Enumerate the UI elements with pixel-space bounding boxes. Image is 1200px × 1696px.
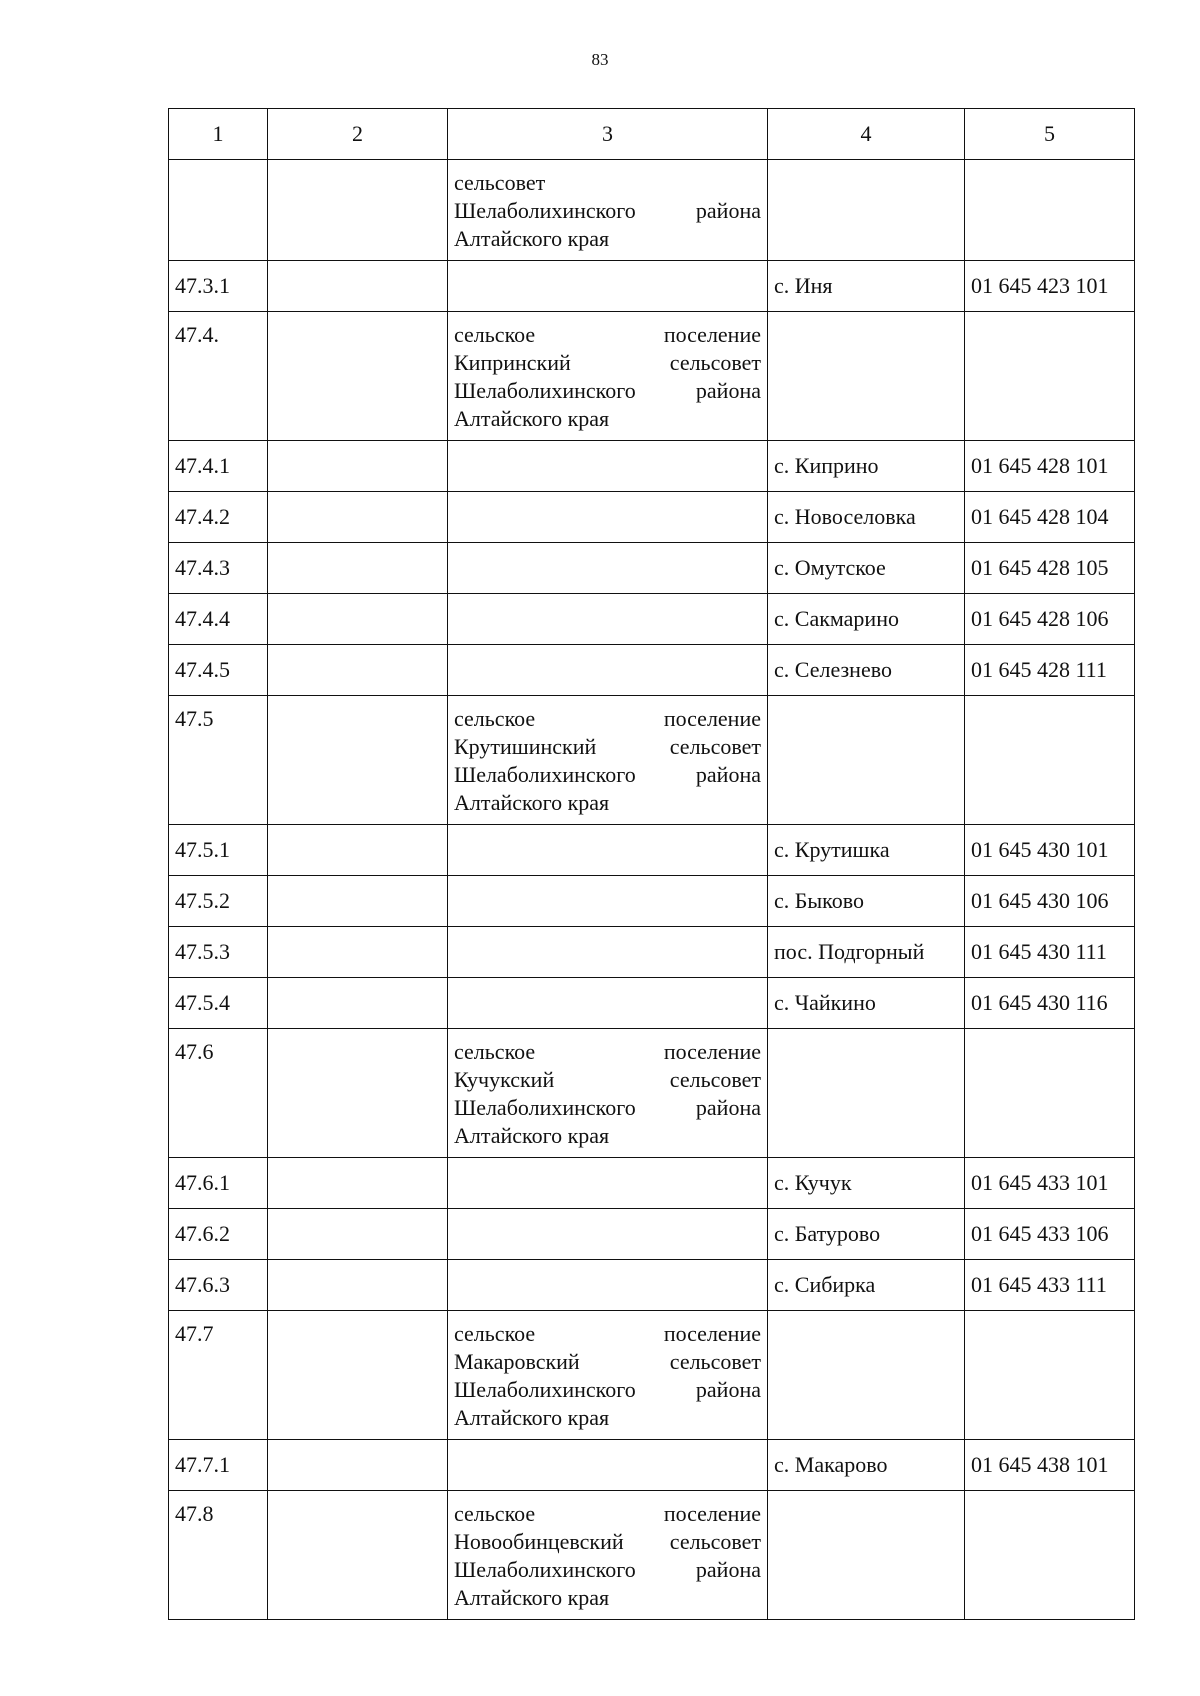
okato-code-cell bbox=[965, 312, 1135, 441]
code-cell bbox=[169, 160, 268, 261]
municipality-name-cell bbox=[448, 645, 768, 696]
okato-code-cell: 01 645 428 104 bbox=[965, 492, 1135, 543]
settlement-name-cell: с. Макарово bbox=[768, 1440, 965, 1491]
column-2-cell bbox=[268, 645, 448, 696]
table-row bbox=[169, 978, 1135, 1029]
table-row bbox=[169, 645, 1135, 696]
column-2-cell bbox=[268, 1311, 448, 1440]
municipality-name-line: сельсовет bbox=[454, 170, 546, 195]
column-2-cell bbox=[268, 978, 448, 1029]
table-row bbox=[169, 1158, 1135, 1209]
code-cell: 47.4. bbox=[169, 312, 268, 441]
column-header-5: 5 bbox=[965, 109, 1135, 160]
municipality-name-line: Крутишинский сельсовет bbox=[454, 734, 761, 759]
okato-code-cell bbox=[965, 1029, 1135, 1158]
municipality-name-cell bbox=[448, 1440, 768, 1491]
settlement-name-cell: с. Быково bbox=[768, 876, 965, 927]
column-2-cell bbox=[268, 696, 448, 825]
municipality-name-line: Алтайского края bbox=[454, 226, 610, 251]
column-header-1: 1 bbox=[169, 109, 268, 160]
municipality-name-line: Шелаболихинского района bbox=[454, 1377, 761, 1402]
table-row bbox=[169, 825, 1135, 876]
municipality-name-line: Алтайского края bbox=[454, 1123, 610, 1148]
column-header-2: 2 bbox=[268, 109, 448, 160]
code-cell: 47.3.1 bbox=[169, 261, 268, 312]
municipality-name-cell bbox=[448, 594, 768, 645]
column-2-cell bbox=[268, 543, 448, 594]
code-cell: 47.7.1 bbox=[169, 1440, 268, 1491]
code-cell: 47.5.4 bbox=[169, 978, 268, 1029]
municipality-name-line: сельское поселение bbox=[454, 1321, 761, 1346]
municipality-name-line: сельское поселение bbox=[454, 322, 761, 347]
municipality-name-line: Шелаболихинского района bbox=[454, 198, 761, 223]
column-2-cell bbox=[268, 492, 448, 543]
code-cell: 47.5.2 bbox=[169, 876, 268, 927]
okato-code-cell: 01 645 428 106 bbox=[965, 594, 1135, 645]
municipality-name-cell bbox=[448, 1209, 768, 1260]
settlement-name-cell: с. Селезнево bbox=[768, 645, 965, 696]
settlement-name-cell: с. Чайкино bbox=[768, 978, 965, 1029]
code-cell: 47.7 bbox=[169, 1311, 268, 1440]
municipality-name-cell bbox=[448, 978, 768, 1029]
settlements-table bbox=[168, 108, 1135, 1620]
okato-code-cell: 01 645 433 111 bbox=[965, 1260, 1135, 1311]
municipality-name-cell bbox=[448, 492, 768, 543]
code-cell: 47.8 bbox=[169, 1491, 268, 1620]
municipality-name-line: Шелаболихинского района bbox=[454, 1095, 761, 1120]
okato-code-cell: 01 645 423 101 bbox=[965, 261, 1135, 312]
code-cell: 47.4.2 bbox=[169, 492, 268, 543]
table-row bbox=[169, 696, 1135, 825]
municipality-name-cell bbox=[448, 876, 768, 927]
table-row bbox=[169, 594, 1135, 645]
municipality-name-line: сельское поселение bbox=[454, 1039, 761, 1064]
table-body bbox=[169, 160, 1135, 1620]
settlement-name-cell: с. Сакмарино bbox=[768, 594, 965, 645]
settlement-name-cell bbox=[768, 696, 965, 825]
okato-code-cell: 01 645 430 111 bbox=[965, 927, 1135, 978]
municipality-name-cell bbox=[448, 312, 768, 441]
settlement-name-cell: с. Кучук bbox=[768, 1158, 965, 1209]
municipality-name-cell bbox=[448, 1029, 768, 1158]
okato-code-cell bbox=[965, 696, 1135, 825]
settlement-name-cell: с. Новоселовка bbox=[768, 492, 965, 543]
table-row bbox=[169, 543, 1135, 594]
okato-code-cell: 01 645 430 116 bbox=[965, 978, 1135, 1029]
okato-code-cell: 01 645 430 101 bbox=[965, 825, 1135, 876]
table-row bbox=[169, 312, 1135, 441]
column-2-cell bbox=[268, 1440, 448, 1491]
page-number: 83 bbox=[591, 50, 609, 69]
column-header-3: 3 bbox=[448, 109, 768, 160]
column-2-cell bbox=[268, 825, 448, 876]
code-cell: 47.5.3 bbox=[169, 927, 268, 978]
column-2-cell bbox=[268, 261, 448, 312]
municipality-name-cell bbox=[448, 927, 768, 978]
municipality-name-line: сельское поселение bbox=[454, 1501, 761, 1526]
code-cell: 47.4.3 bbox=[169, 543, 268, 594]
table-row bbox=[169, 876, 1135, 927]
okato-code-cell: 01 645 433 106 bbox=[965, 1209, 1135, 1260]
column-2-cell bbox=[268, 927, 448, 978]
code-cell: 47.4.1 bbox=[169, 441, 268, 492]
municipality-name-cell bbox=[448, 543, 768, 594]
okato-code-cell: 01 645 428 101 bbox=[965, 441, 1135, 492]
table-row bbox=[169, 441, 1135, 492]
table-header bbox=[169, 109, 1135, 160]
settlement-name-cell: с. Киприно bbox=[768, 441, 965, 492]
municipality-name-line: Шелаболихинского района bbox=[454, 378, 761, 403]
table-row bbox=[169, 1491, 1135, 1620]
code-cell: 47.6.1 bbox=[169, 1158, 268, 1209]
municipality-name-line: Новообинцевский сельсовет bbox=[454, 1529, 761, 1554]
column-2-cell bbox=[268, 1158, 448, 1209]
municipality-name-cell bbox=[448, 1491, 768, 1620]
table-row bbox=[169, 1029, 1135, 1158]
municipality-name-cell bbox=[448, 696, 768, 825]
okato-code-cell bbox=[965, 160, 1135, 261]
municipality-name-line: Макаровский сельсовет bbox=[454, 1349, 761, 1374]
table-row bbox=[169, 492, 1135, 543]
settlement-name-cell: пос. Подгорный bbox=[768, 927, 965, 978]
column-2-cell bbox=[268, 876, 448, 927]
column-2-cell bbox=[268, 594, 448, 645]
code-cell: 47.4.5 bbox=[169, 645, 268, 696]
column-2-cell bbox=[268, 1029, 448, 1158]
municipality-name-line: Кипринский сельсовет bbox=[454, 350, 761, 375]
settlement-name-cell bbox=[768, 1029, 965, 1158]
column-2-cell bbox=[268, 441, 448, 492]
settlement-name-cell bbox=[768, 160, 965, 261]
okato-code-cell: 01 645 428 105 bbox=[965, 543, 1135, 594]
settlement-name-cell: с. Омутское bbox=[768, 543, 965, 594]
municipality-name-line: Алтайского края bbox=[454, 406, 610, 431]
municipality-name-cell bbox=[448, 441, 768, 492]
municipality-name-cell bbox=[448, 1311, 768, 1440]
municipality-name-cell bbox=[448, 1260, 768, 1311]
table-row bbox=[169, 1209, 1135, 1260]
okato-code-cell: 01 645 430 106 bbox=[965, 876, 1135, 927]
municipality-name-cell bbox=[448, 160, 768, 261]
table-row bbox=[169, 1440, 1135, 1491]
settlement-name-cell: с. Сибирка bbox=[768, 1260, 965, 1311]
column-2-cell bbox=[268, 312, 448, 441]
municipality-name-cell bbox=[448, 1158, 768, 1209]
municipality-name-line: Шелаболихинского района bbox=[454, 1557, 761, 1582]
settlement-name-cell: с. Иня bbox=[768, 261, 965, 312]
column-header-4: 4 bbox=[768, 109, 965, 160]
municipality-name-line: Шелаболихинского района bbox=[454, 762, 761, 787]
municipality-name-line: Алтайского края bbox=[454, 790, 610, 815]
column-2-cell bbox=[268, 1209, 448, 1260]
table-row bbox=[169, 1260, 1135, 1311]
okato-code-cell: 01 645 438 101 bbox=[965, 1440, 1135, 1491]
column-2-cell bbox=[268, 160, 448, 261]
settlement-name-cell: с. Крутишка bbox=[768, 825, 965, 876]
code-cell: 47.5.1 bbox=[169, 825, 268, 876]
okato-code-cell bbox=[965, 1491, 1135, 1620]
code-cell: 47.6.2 bbox=[169, 1209, 268, 1260]
settlement-name-cell bbox=[768, 312, 965, 441]
table-row bbox=[169, 160, 1135, 261]
settlement-name-cell bbox=[768, 1311, 965, 1440]
okato-code-cell: 01 645 433 101 bbox=[965, 1158, 1135, 1209]
municipality-name-line: Кучукский сельсовет bbox=[454, 1067, 761, 1092]
municipality-name-line: Алтайского края bbox=[454, 1585, 610, 1610]
header-row bbox=[169, 109, 1135, 160]
settlement-name-cell bbox=[768, 1491, 965, 1620]
settlement-name-cell: с. Батурово bbox=[768, 1209, 965, 1260]
okato-code-cell bbox=[965, 1311, 1135, 1440]
municipality-name-line: Алтайского края bbox=[454, 1405, 610, 1430]
table-row bbox=[169, 927, 1135, 978]
code-cell: 47.6.3 bbox=[169, 1260, 268, 1311]
code-cell: 47.5 bbox=[169, 696, 268, 825]
municipality-name-cell bbox=[448, 825, 768, 876]
municipality-name-line: сельское поселение bbox=[454, 706, 761, 731]
code-cell: 47.4.4 bbox=[169, 594, 268, 645]
municipality-name-cell bbox=[448, 261, 768, 312]
column-2-cell bbox=[268, 1260, 448, 1311]
column-2-cell bbox=[268, 1491, 448, 1620]
code-cell: 47.6 bbox=[169, 1029, 268, 1158]
okato-code-cell: 01 645 428 111 bbox=[965, 645, 1135, 696]
table-row bbox=[169, 261, 1135, 312]
table-row bbox=[169, 1311, 1135, 1440]
